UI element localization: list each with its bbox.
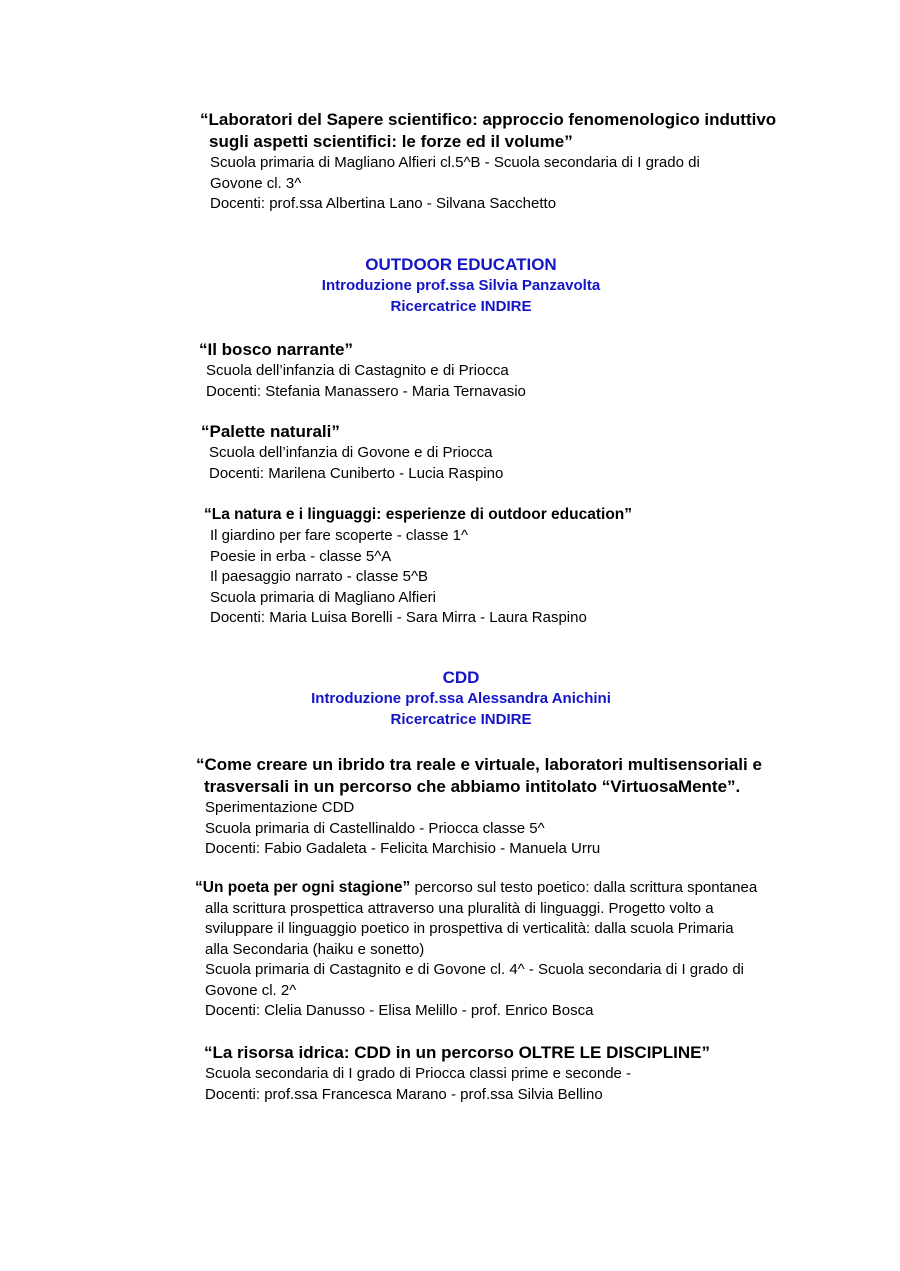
section-role: Ricercatrice INDIRE [390,710,532,728]
entry-title-line [195,878,757,899]
entry-teachers: Docenti: Fabio Gadaleta - Felicita Marchisio - Manuela Urru [205,840,601,857]
entry-title-cont: trasversali in un percorso che abbiamo intitolato “VirtuosaMente”. [204,777,741,796]
entry-desc: alla Secondaria (haiku e sonetto) [205,940,425,958]
entry-school: Scuola primaria di Magliano Alfieri [210,588,436,606]
entry-virtuosamente [196,754,762,860]
entry-line: Il paesaggio narrato - classe 5^B [210,568,428,585]
entry-school: Scuola primaria di Castellinaldo - Priocca classe 5^ [205,819,545,837]
section-heading: OUTDOOR EDUCATION [365,255,557,274]
entry-teachers: Docenti: Maria Luisa Borelli - Sara Mirra - Laura Raspino [210,609,587,626]
entry-teachers: Docenti: Marilena Cuniberto - Lucia Raspino [209,464,504,482]
section-heading: CDD [442,668,480,687]
entry-school: Scuola primaria di Magliano Alfieri cl.5^B - Scuola secondaria di I grado di [210,154,700,171]
entry-line: Sperimentazione CDD [205,799,355,816]
entry-title-cont: sugli aspetti scientifici: le forze ed il volume” [209,132,573,151]
entry-teachers: Docenti: prof.ssa Albertina Lano - Silvana Sacchetto [210,195,557,212]
entry-line: Il giardino per fare scoperte - classe 1^ [210,527,468,544]
entry-desc: sviluppare il linguaggio poetico in prospettiva di verticalità: dalla scuola Primaria [205,920,734,937]
entry-teachers: Docenti: Stefania Manassero - Maria Ternavasio [206,382,526,400]
entry-school: Scuola secondaria di I grado di Priocca classi prime e seconde - [205,1065,632,1082]
entry-school: Scuola dell’infanzia di Govone e di Priocca [209,444,493,461]
entry-school-cont: Govone cl. 2^ [205,981,297,999]
entry-title: “Il bosco narrante” [199,340,353,359]
entry-palette-naturali [201,421,503,484]
section-intro: Introduzione prof.ssa Silvia Panzavolta [321,277,601,294]
section-role: Ricercatrice INDIRE [390,297,532,315]
entry-title: “Come creare un ibrido tra reale e virtuale, laboratori multisensoriali e [196,755,762,774]
entry-title: “Palette naturali” [201,422,340,441]
entry-teachers: Docenti: prof.ssa Francesca Marano - prof.ssa Silvia Bellino [205,1085,603,1103]
entry-natura-linguaggi [204,504,632,629]
section-intro: Introduzione prof.ssa Alessandra Anichini [311,690,611,707]
entry-title: “La natura e i linguaggi: esperienze di outdoor education” [204,506,633,523]
entry-title: “Un poeta per ogni stagione” [195,879,411,896]
entry-laboratori [200,109,776,215]
entry-teachers: Docenti: Clelia Danusso - Elisa Melillo - prof. Enrico Bosca [205,1002,594,1019]
entry-risorsa-idrica [204,1042,710,1105]
entry-title-rest: percorso sul testo poetico: dalla scrittura spontanea [410,879,758,896]
entry-title: “La risorsa idrica: CDD in un percorso OLTRE LE DISCIPLINE” [204,1043,710,1062]
section-outdoor-education [0,254,900,317]
entry-desc: alla scrittura prospettica attraverso una pluralità di linguaggi. Progetto volto a [205,899,714,917]
entry-title: “Laboratori del Sapere scientifico: approccio fenomenologico induttivo [200,110,777,129]
section-cdd [0,667,900,730]
entry-line: Poesie in erba - classe 5^A [210,547,392,565]
entry-school: Scuola dell’infanzia di Castagnito e di Priocca [206,362,509,379]
entry-school-cont: Govone cl. 3^ [210,174,302,192]
entry-poeta-stagione [195,878,757,1022]
entry-bosco-narrante [199,339,526,402]
entry-school: Scuola primaria di Castagnito e di Govone cl. 4^ - Scuola secondaria di I grado di [205,961,744,978]
